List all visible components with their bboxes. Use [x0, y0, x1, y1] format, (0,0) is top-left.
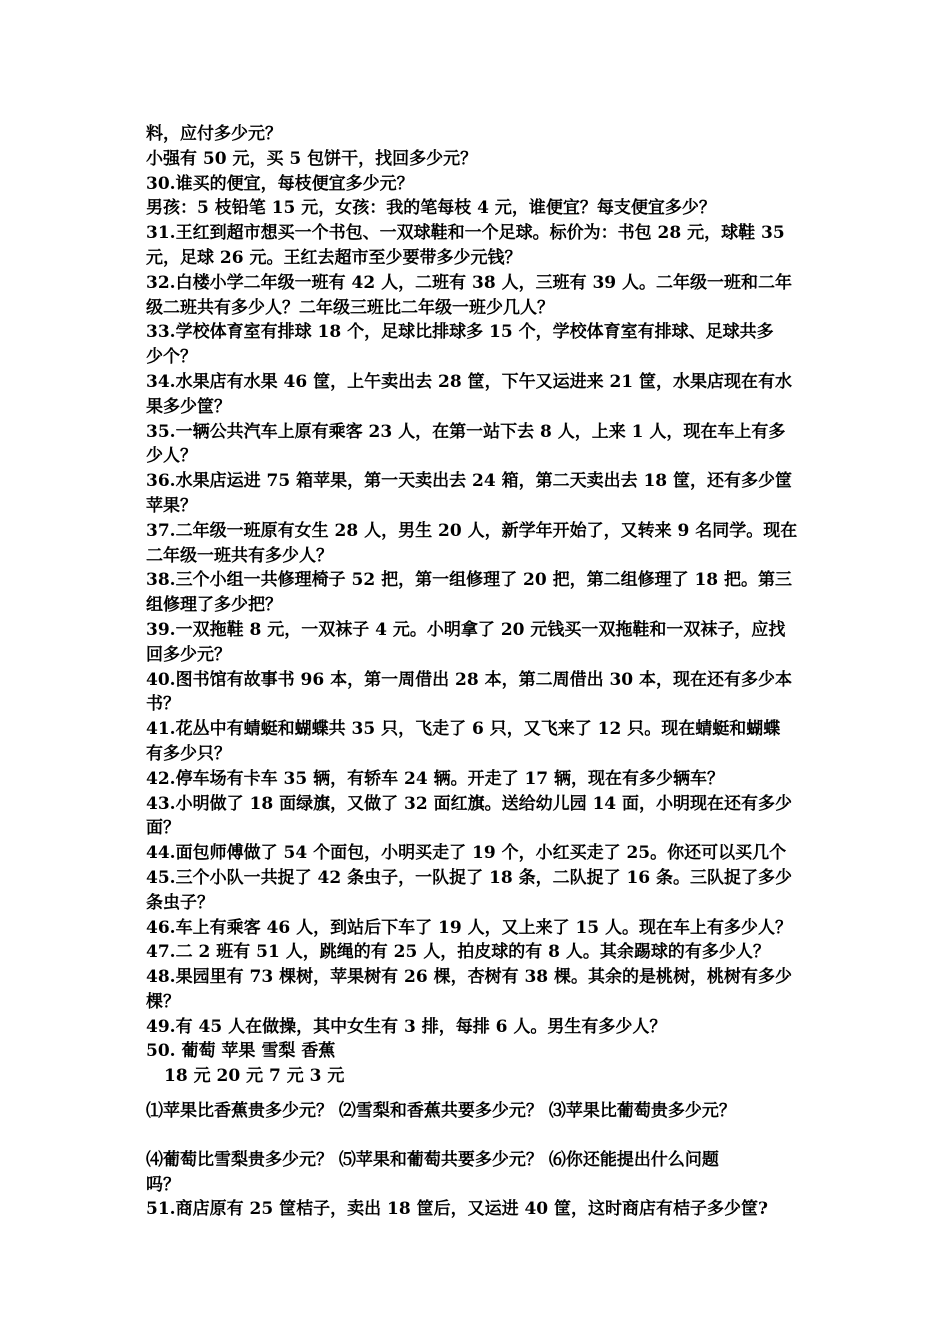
sub-questions-line: 吗？ [146, 1174, 180, 1195]
text-line: 组修理了多少把？ [146, 595, 282, 616]
fruit-names-line: 50. 葡萄 苹果 雪梨 香蕉 [146, 1041, 336, 1062]
text-line: 书？ [146, 694, 180, 715]
text-line: 48.果园里有 73 棵树，苹果树有 26 棵，杏树有 38 棵。其余的是桃树，桃树有多少 [146, 967, 793, 988]
text-line: 有多少只？ [146, 743, 231, 764]
text-line: 料，应付多少元？ [146, 124, 282, 144]
problem-text [146, 122, 826, 1222]
text-line: 37.二年级一班原有女生 28 人，男生 20 人，新学年开始了，又转来 9 名同学。现在 [146, 520, 798, 541]
text-line: 38.三个小组一共修理椅子 52 把，第一组修理了 20 把，第二组修理了 18 把。第三 [146, 570, 793, 591]
text-line: 45.三个小队一共捉了 42 条虫子，一队捉了 18 条，二队捉了 16 条。三队捉了多少 [146, 867, 793, 888]
text-line: 51.商店原有 25 筐桔子，卖出 18 筐后，又运进 40 筐，这时商店有桔子多少筐? [146, 1199, 769, 1220]
sub-questions-line: ⑴苹果比香蕉贵多少元？ ⑵雪梨和香蕉共要多少元？ ⑶苹果比葡萄贵多少元？ [146, 1101, 736, 1122]
text-line: 32.白楼小学二年级一班有 42 人，二班有 38 人，三班有 39 人。二年级一班和二年 [146, 272, 793, 293]
text-line: 46.车上有乘客 46 人，到站后下车了 19 人，又上来了 15 人。现在车上有多少人？ [146, 917, 793, 938]
text-line: 35.一辆公共汽车上原有乘客 23 人，在第一站下去 8 人，上来 1 人，现在车上有多 [146, 421, 786, 442]
text-line: 棵？ [146, 991, 180, 1012]
text-line: 41.花丛中有蜻蜓和蝴蝶共 35 只，飞走了 6 只，又飞来了 12 只。现在蜻蜓和蝴蝶 [146, 719, 781, 740]
text-line: 少人？ [146, 446, 197, 467]
text-line: 49.有 45 人在做操，其中女生有 3 排，每排 6 人。男生有多少人？ [146, 1016, 667, 1037]
text-line: 面？ [146, 818, 180, 839]
text-line: 二年级一班共有多少人？ [146, 545, 333, 566]
text-line: 小强有 50 元，买 5 包饼干，找回多少元？ [146, 148, 478, 169]
text-line: 少个？ [146, 347, 197, 368]
text-line: 回多少元？ [146, 644, 231, 665]
text-line: 苹果？ [146, 495, 197, 516]
text-line: 40.图书馆有故事书 96 本，第一周借出 28 本，第二周借出 30 本，现在还有多少本 [146, 669, 793, 690]
spacer [146, 1089, 826, 1099]
text-line: 43.小明做了 18 面绿旗，又做了 32 面红旗。送给幼儿园 14 面，小明现在还有多少 [146, 793, 793, 814]
text-line: 条虫子？ [146, 892, 214, 913]
text-line: 级二班共有多少人？二年级三班比二年级一班少几人？ [146, 297, 554, 318]
text-line: 果多少筐？ [146, 396, 231, 417]
text-line: 元，足球 26 元。王红去超市至少要带多少元钱？ [146, 247, 522, 268]
text-line: 42.停车场有卡车 35 辆，有轿车 24 辆。开走了 17 辆，现在有多少辆车？ [146, 768, 725, 789]
fruit-prices-line: 18 元 20 元 7 元 3 元 [164, 1066, 345, 1087]
text-line: 男孩：5 枝铅笔 15 元，女孩：我的笔每枝 4 元，谁便宜？每支便宜多少？ [146, 198, 716, 219]
spacer [146, 1124, 826, 1148]
text-line: 33.学校体育室有排球 18 个，足球比排球多 15 个，学校体育室有排球、足球共多 [146, 322, 774, 343]
text-line: 31.王红到超市想买一个书包、一双球鞋和一个足球。标价为：书包 28 元，球鞋 35 [146, 223, 785, 244]
text-line: 39.一双拖鞋 8 元，一双袜子 4 元。小明拿了 20 元钱买一双拖鞋和一双袜子，应找 [146, 619, 786, 640]
sub-questions-line: ⑷葡萄比雪梨贵多少元？ ⑸苹果和葡萄共要多少元？ ⑹你还能提出什么问题 [146, 1149, 719, 1170]
text-line: 44.面包师傅做了 54 个面包，小明买走了 19 个，小红买走了 25。你还可以买几个 [146, 843, 787, 864]
text-line: 47.二 2 班有 51 人，跳绳的有 25 人，拍皮球的有 8 人。其余踢球的有多少人？ [146, 942, 770, 963]
text-line: 34.水果店有水果 46 筐，上午卖出去 28 筐，下午又运进来 21 筐，水果店现在有水 [146, 371, 793, 392]
text-line: 36.水果店运进 75 箱苹果，第一天卖出去 24 箱，第二天卖出去 18 筐，还有多少筐 [146, 471, 793, 492]
text-line: 30.谁买的便宜，每枝便宜多少元？ [146, 173, 414, 194]
